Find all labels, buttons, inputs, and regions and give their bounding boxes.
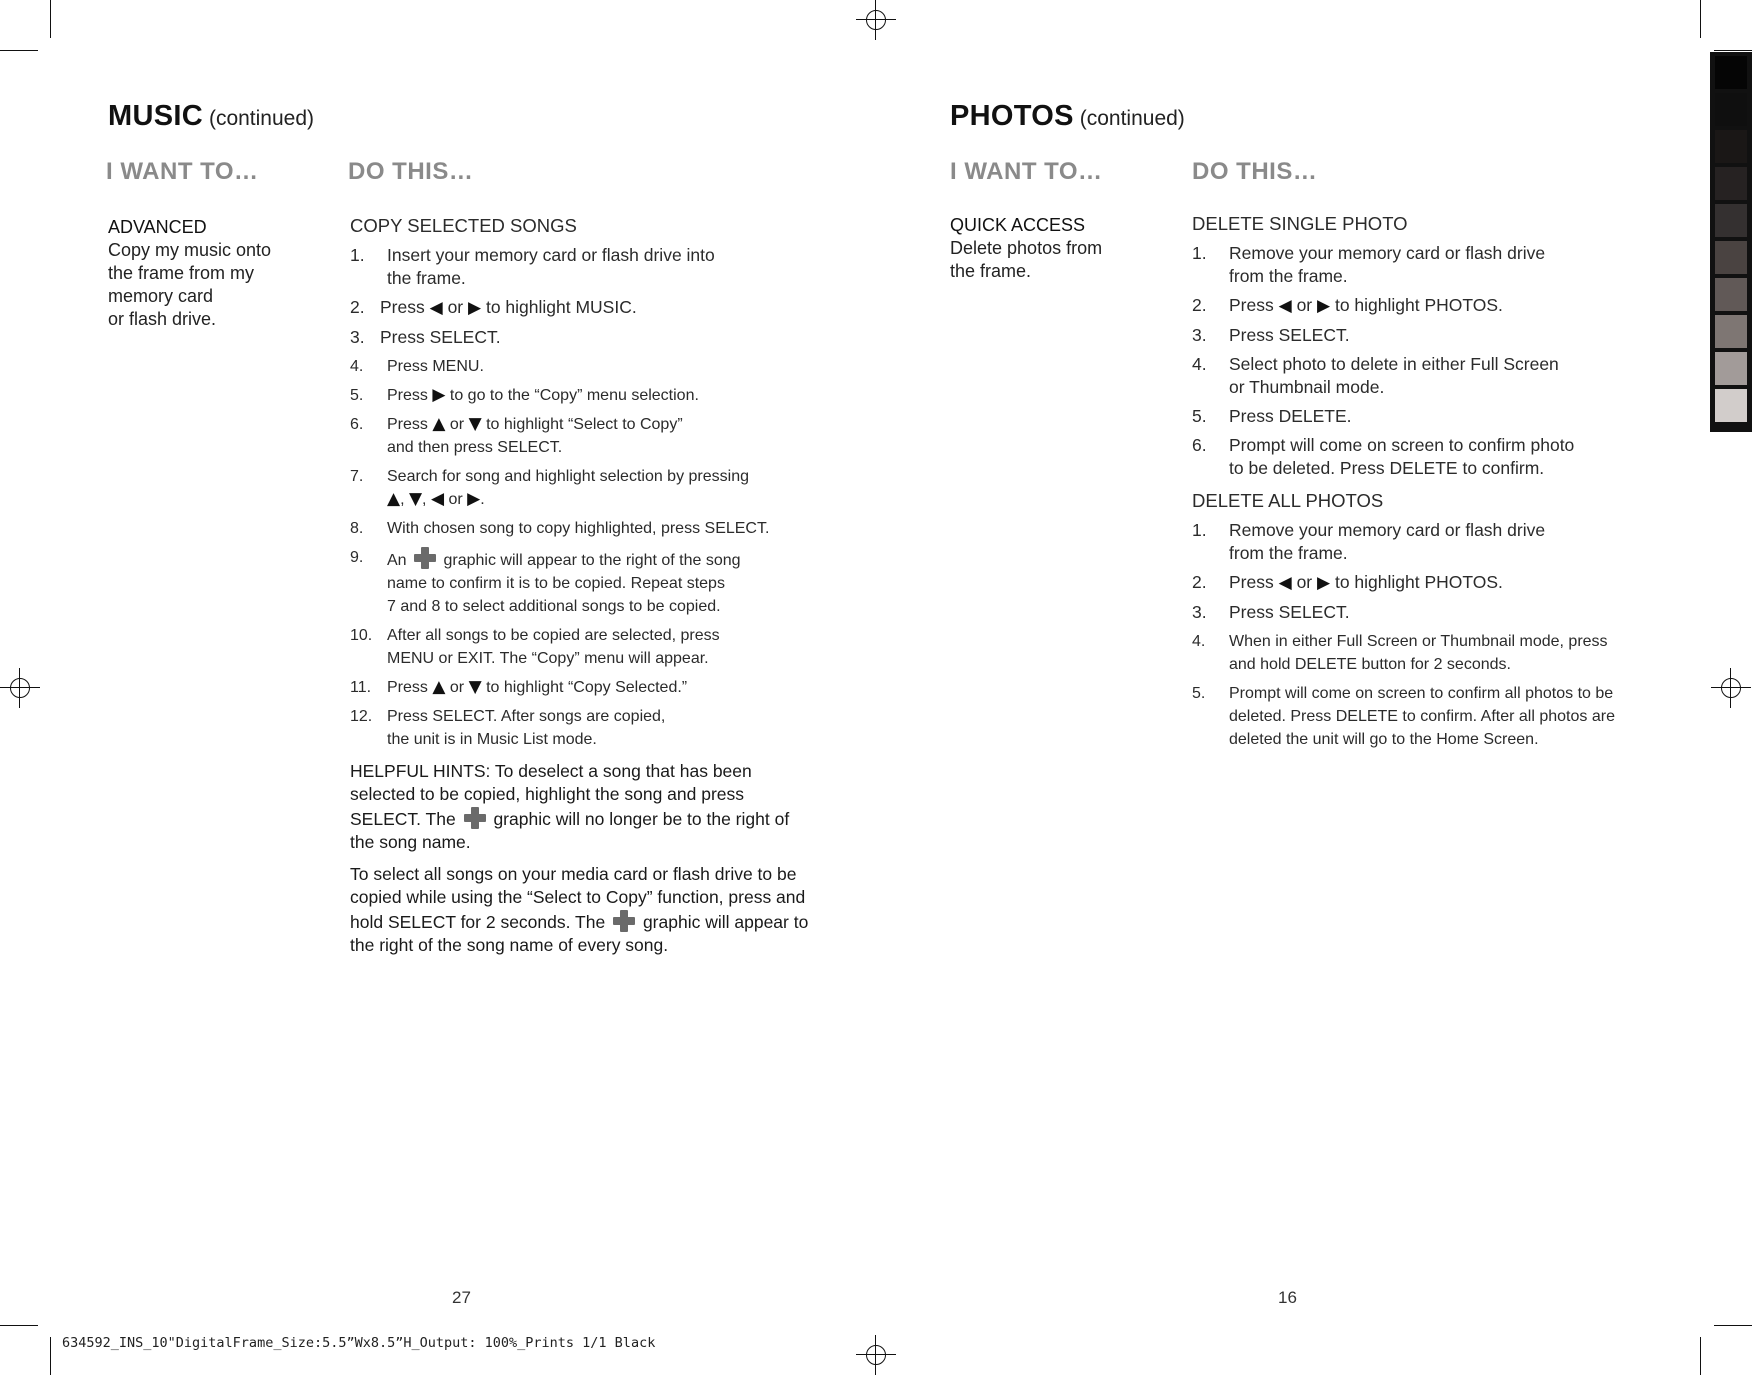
strip-swatch [1715, 389, 1747, 422]
step-line: Search for song and highlight selection by pressing [387, 468, 749, 485]
step-item [350, 465, 810, 511]
step-text [1229, 434, 1712, 480]
strip-swatch [1715, 315, 1747, 348]
down-arrow-icon: ▼ [468, 414, 482, 434]
step-line: Press [1229, 572, 1274, 592]
want-desc-line: memory card [108, 286, 214, 306]
step-number: 5. [1192, 685, 1206, 702]
step-item [350, 413, 810, 459]
left-arrow-icon: ◀ [429, 298, 443, 318]
step-item [1192, 353, 1712, 399]
section-title-text: MUSIC [108, 100, 203, 132]
step-line: Insert your memory card or flash drive into [387, 245, 715, 265]
step-text: Press SELECT. [1229, 602, 1350, 622]
plus-icon [463, 806, 487, 830]
strip-swatch [1715, 93, 1747, 126]
right-arrow-icon: ▶ [432, 385, 446, 405]
step-text [387, 546, 810, 618]
step-text [387, 384, 810, 407]
step-number: 3. [1192, 325, 1207, 345]
step-number: 8. [350, 520, 364, 537]
hint-text: HELPFUL HINTS: To deselect a song that has been selected to be copied, highlight the song and press SELECT. The [350, 761, 752, 829]
strip-swatch [1715, 241, 1747, 274]
step-number: 7. [350, 468, 364, 485]
step-line: name to confirm it is to be copied. Repeat steps [387, 575, 725, 592]
color-calibration-strip [1710, 52, 1752, 432]
step-number: 4. [350, 358, 364, 375]
step-line: deleted. Press DELETE to confirm. After all photos are [1229, 708, 1615, 725]
step-line: or [1296, 572, 1313, 592]
step-text [387, 624, 810, 670]
right-arrow-icon: ▶ [1317, 296, 1331, 316]
hint-text: graphic will no longer be to the right of the song name. [350, 809, 790, 852]
step-item [1192, 682, 1712, 751]
helpful-hints [350, 760, 810, 854]
step-line: Press [387, 387, 428, 404]
step-line: to go to the “Copy” menu selection. [449, 387, 699, 404]
step-line: 7 and 8 to select additional songs to be copied. [387, 598, 721, 615]
step-item [350, 676, 810, 699]
step-line: Remove your memory card or flash drive [1229, 520, 1546, 540]
step-line: or [449, 679, 465, 696]
step-line: or [447, 297, 464, 317]
column-head-do: DO THIS… [1192, 158, 1318, 185]
want-block-quick-access [950, 214, 1150, 283]
step-line: and then press SELECT. [387, 439, 563, 456]
step-number: 3. [350, 327, 365, 347]
do-block-copy-songs [350, 214, 810, 966]
step-line: Press [1229, 295, 1274, 315]
step-line: When in either Full Screen or Thumbnail mode, press [1229, 633, 1608, 650]
step-item [1192, 630, 1712, 676]
step-line: Press [387, 416, 428, 433]
step-text: Press DELETE. [1229, 406, 1352, 426]
steps-list-single [1192, 242, 1712, 480]
plus-icon [612, 909, 636, 933]
step-line: to highlight PHOTOS. [1334, 572, 1503, 592]
step-text [387, 676, 810, 699]
step-number: 12. [350, 708, 373, 725]
step-number: 5. [1192, 406, 1207, 426]
want-desc-line: the frame. [950, 261, 1032, 281]
registration-mark-icon [862, 6, 890, 34]
step-text: Press MENU. [387, 358, 484, 375]
step-text [1229, 519, 1712, 565]
section-title-photos [950, 100, 1185, 133]
step-line: or Thumbnail mode. [1229, 377, 1385, 397]
step-text: Press SELECT. [380, 327, 501, 347]
registration-mark-icon [1717, 674, 1745, 702]
step-item [1192, 294, 1712, 318]
step-line: graphic will appear to the right of the song [443, 552, 741, 569]
step-line: Prompt will come on screen to confirm all photos to be [1229, 685, 1614, 702]
left-arrow-icon: ◀ [1278, 573, 1292, 593]
step-item [350, 355, 810, 378]
hint-text: To select all songs on your media card or flash drive to be copied while using the “Select to Copy” function, press and hold SELECT for 2 seconds. The [350, 864, 806, 932]
step-number: 5. [350, 387, 364, 404]
crop-mark [1714, 1325, 1752, 1326]
crop-mark [0, 50, 38, 51]
right-arrow-icon: ▶ [467, 489, 481, 509]
print-slug: 634592_INS_10"DigitalFrame_Size:5.5”Wx8.5”H_Output: 100%_Prints 1/1 Black [62, 1335, 656, 1351]
step-line: to highlight MUSIC. [485, 297, 637, 317]
step-line: the unit is in Music List mode. [387, 731, 597, 748]
step-number: 3. [1192, 602, 1207, 622]
crop-mark [50, 1337, 51, 1375]
step-item [350, 326, 810, 349]
step-line: and hold DELETE button for 2 seconds. [1229, 656, 1511, 673]
crop-mark [0, 1325, 38, 1326]
left-arrow-icon: ◀ [430, 489, 445, 509]
step-item [1192, 434, 1712, 480]
step-line: deleted the unit will go to the Home Screen. [1229, 731, 1539, 748]
down-arrow-icon: ▼ [468, 677, 482, 697]
section-subtitle: (continued) [208, 107, 315, 130]
crop-mark [1700, 0, 1701, 38]
step-number: 1. [1192, 243, 1207, 263]
step-line: Select photo to delete in either Full Screen [1229, 354, 1559, 374]
step-text: Search for song and highlight selection by pressing ▲, ▼, ◀ or ▶. [387, 468, 749, 509]
step-line: from the frame. [1229, 266, 1348, 286]
step-number: 10. [350, 627, 373, 644]
step-number: 2. [1192, 572, 1207, 592]
step-number: 6. [350, 416, 364, 433]
step-line: to highlight PHOTOS. [1334, 295, 1503, 315]
step-line: the frame. [387, 268, 466, 288]
section-subtitle: (continued) [1079, 107, 1185, 130]
do-heading-all: DELETE ALL PHOTOS [1192, 490, 1384, 511]
hint-text: graphic will appear to the right of the song name of every song. [350, 912, 809, 955]
step-line: Press [387, 679, 428, 696]
step-text [380, 296, 810, 320]
want-title: QUICK ACCESS [950, 215, 1086, 235]
column-head-want: I WANT TO… [106, 158, 259, 185]
step-line: Press SELECT. After songs are copied, [387, 708, 666, 725]
step-item [1192, 405, 1712, 428]
up-arrow-icon: ▲ [432, 414, 446, 434]
strip-swatch [1715, 204, 1747, 237]
step-line: After all songs to be copied are selected, press [387, 627, 720, 644]
want-desc-line: or flash drive. [108, 309, 217, 329]
step-text [387, 705, 810, 751]
step-number: 4. [1192, 633, 1206, 650]
column-head-do: DO THIS… [348, 158, 474, 185]
step-line: Press [380, 297, 425, 317]
step-line: or [1296, 295, 1313, 315]
step-item [350, 384, 810, 407]
step-line: from the frame. [1229, 543, 1348, 563]
step-line: to be deleted. Press DELETE to confirm. [1229, 458, 1545, 478]
want-desc-line: Delete photos from [950, 238, 1103, 258]
step-item [350, 517, 810, 540]
registration-mark-icon [6, 674, 34, 702]
step-text [1229, 682, 1712, 751]
strip-swatch [1715, 56, 1747, 89]
registration-mark-icon [862, 1341, 890, 1369]
section-title-text: PHOTOS [950, 100, 1074, 132]
column-head-want: I WANT TO… [950, 158, 1103, 185]
step-number: 1. [350, 245, 365, 265]
strip-swatch [1715, 130, 1747, 163]
section-title-music [108, 100, 314, 133]
down-arrow-icon: ▼ [408, 489, 423, 509]
step-line: Remove your memory card or flash drive [1229, 243, 1546, 263]
page-number: 27 [452, 1288, 471, 1307]
step-item [350, 296, 810, 320]
step-text: Press SELECT. [1229, 325, 1350, 345]
steps-list [350, 244, 810, 751]
right-arrow-icon: ▶ [468, 298, 482, 318]
crop-mark [50, 0, 51, 38]
step-item [350, 546, 810, 618]
do-block-delete-photos [1192, 212, 1712, 760]
want-desc-line: the frame from my [108, 263, 255, 283]
step-item [1192, 242, 1712, 288]
right-arrow-icon: ▶ [1317, 573, 1331, 593]
step-item [350, 705, 810, 751]
step-item [1192, 324, 1712, 347]
select-all-hint [350, 863, 810, 957]
do-heading: COPY SELECTED SONGS [350, 215, 577, 236]
step-line: to highlight “Select to Copy” [486, 416, 683, 433]
step-item [1192, 519, 1712, 565]
step-line: or [448, 491, 463, 508]
step-number: 6. [1192, 435, 1207, 455]
step-line: or [449, 416, 465, 433]
step-text [387, 244, 810, 290]
want-desc-line: Copy my music onto [108, 240, 272, 260]
page-number: 16 [1278, 1288, 1297, 1307]
step-text [1229, 353, 1712, 399]
step-number: 1. [1192, 520, 1207, 540]
right-page [876, 0, 1752, 1375]
step-line: An [387, 552, 407, 569]
step-number: 4. [1192, 354, 1207, 374]
step-text [1229, 242, 1712, 288]
step-text [1229, 294, 1712, 318]
up-arrow-icon: ▲ [387, 489, 401, 509]
want-title: ADVANCED [108, 217, 207, 237]
step-item [350, 624, 810, 670]
strip-swatch [1715, 167, 1747, 200]
crop-mark [1700, 1337, 1701, 1375]
step-item [1192, 571, 1712, 595]
step-number: 2. [1192, 295, 1207, 315]
step-item [1192, 601, 1712, 624]
left-arrow-icon: ◀ [1278, 296, 1292, 316]
step-text: With chosen song to copy highlighted, press SELECT. [387, 520, 770, 537]
step-text [1229, 571, 1712, 595]
up-arrow-icon: ▲ [432, 677, 446, 697]
step-text [387, 413, 810, 459]
step-line: Prompt will come on screen to confirm photo [1229, 435, 1575, 455]
step-item [350, 244, 810, 290]
want-block-advanced [108, 216, 308, 331]
do-heading-single: DELETE SINGLE PHOTO [1192, 213, 1408, 234]
strip-swatch [1715, 352, 1747, 385]
step-number: 9. [350, 549, 364, 566]
step-line: MENU or EXIT. The “Copy” menu will appear. [387, 650, 709, 667]
steps-list-all [1192, 519, 1712, 751]
step-number: 2. [350, 297, 365, 317]
step-number: 11. [350, 679, 372, 696]
strip-swatch [1715, 278, 1747, 311]
plus-icon [413, 546, 437, 570]
step-text [1229, 630, 1712, 676]
step-line: to highlight “Copy Selected.” [486, 679, 688, 696]
